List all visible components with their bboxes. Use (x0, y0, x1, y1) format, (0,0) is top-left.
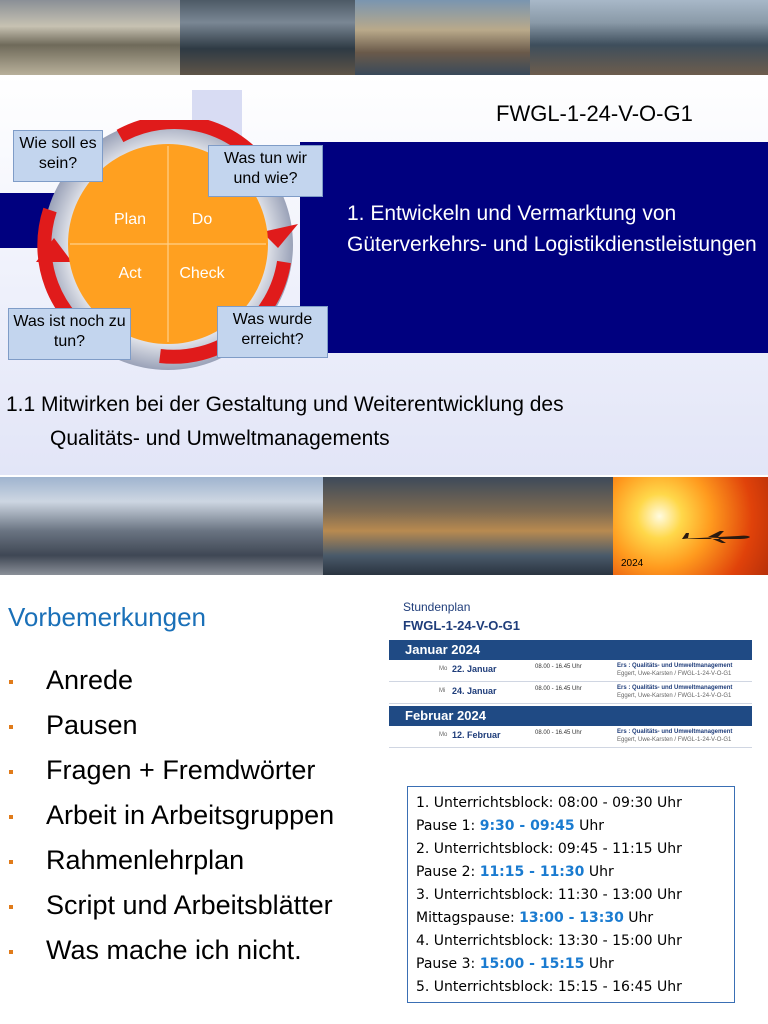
bubble-act-question: Was ist noch zu tun? (8, 308, 131, 360)
list-item: Script und Arbeitsblätter (8, 885, 334, 930)
machinery-photo (180, 0, 355, 75)
sunset-plane-photo (613, 477, 768, 575)
time-row: 1. Unterrichtsblock: 08:00 - 09:30 Uhr (416, 795, 682, 811)
time-row: 5. Unterrichtsblock: 15:15 - 16:45 Uhr (416, 979, 682, 995)
weekday: Mi (439, 688, 446, 694)
containers-photo (355, 0, 530, 75)
time: 08.00 - 16.45 Uhr (535, 686, 582, 692)
time-row: 4. Unterrichtsblock: 13:30 - 15:00 Uhr (416, 933, 682, 949)
time-row: Pause 2: 11:15 - 11:30 Uhr (416, 864, 614, 880)
bubble-plan-question: Wie soll es sein? (13, 130, 103, 182)
subtitle-line1: 1.1 Mitwirken bei der Gestaltung und Weiterentwicklung des (6, 393, 564, 416)
weekday: Mo (439, 732, 448, 738)
list-item: Was mache ich nicht. (8, 930, 334, 975)
top-photo-strip (0, 0, 768, 75)
schedule-label: Stundenplan (403, 600, 471, 614)
list-item: Arbeit in Arbeitsgruppen (8, 795, 334, 840)
table-row (389, 728, 752, 748)
teacher: Eggert, Uwe-Karsten / FWGL-1-24-V-O-G1 (617, 693, 732, 699)
subtitle-line2: Qualitäts- und Umweltmanagements (50, 427, 390, 450)
schedule-code: FWGL-1-24-V-O-G1 (403, 618, 521, 633)
date: 24. Januar (452, 686, 497, 696)
time: 08.00 - 16.45 Uhr (535, 664, 582, 670)
month-header: Februar 2024 (389, 706, 752, 726)
quadrant-plan: Plan (113, 211, 147, 228)
list-item: Rahmenlehrplan (8, 840, 334, 885)
bubble-do-question: Was tun wir und wie? (208, 145, 323, 197)
section-heading: Vorbemerkungen (8, 602, 207, 632)
schedule-panel (389, 600, 752, 750)
list-item: Anrede (8, 660, 334, 705)
table-row (389, 662, 752, 682)
harbor-photo (530, 0, 768, 75)
main-title: 1. Entwickeln und Vermarktung von Güterverkehrs- und Logistikdienstleistungen (347, 202, 757, 256)
time-row: 2. Unterrichtsblock: 09:45 - 11:15 Uhr (416, 841, 682, 857)
quadrant-act: Act (118, 265, 142, 282)
date: 22. Januar (452, 664, 497, 674)
quadrant-check: Check (179, 265, 225, 282)
middle-photo-strip (0, 477, 768, 575)
subtitle (6, 388, 746, 456)
transport-collage-photo (323, 477, 613, 575)
time-row: Mittagspause: 13:00 - 13:30 Uhr (416, 910, 654, 926)
time-row: 3. Unterrichtsblock: 11:30 - 13:00 Uhr (416, 887, 682, 903)
list-item: Fragen + Fremdwörter (8, 750, 334, 795)
warehouse-photo (0, 0, 180, 75)
course: Ers : Qualitäts- und Umweltmanagement (617, 663, 733, 669)
course-code: FWGL-1-24-V-O-G1 (496, 101, 693, 126)
time-row: Pause 1: 9:30 - 09:45 Uhr (416, 818, 604, 834)
bullet-list (8, 660, 334, 975)
teacher: Eggert, Uwe-Karsten / FWGL-1-24-V-O-G1 (617, 671, 732, 677)
month-header: Januar 2024 (389, 640, 752, 660)
course: Ers : Qualitäts- und Umweltmanagement (617, 685, 733, 691)
course: Ers : Qualitäts- und Umweltmanagement (617, 729, 733, 735)
photo-year: 2024 (621, 558, 644, 569)
teacher: Eggert, Uwe-Karsten / FWGL-1-24-V-O-G1 (617, 737, 732, 743)
quadrant-do: Do (191, 211, 213, 228)
plane-icon (680, 531, 750, 543)
date: 12. Februar (452, 730, 501, 740)
list-item: Pausen (8, 705, 334, 750)
time: 08.00 - 16.45 Uhr (535, 730, 582, 736)
weekday: Mo (439, 666, 448, 672)
daily-times-box (407, 786, 735, 1003)
time-row: Pause 3: 15:00 - 15:15 Uhr (416, 956, 614, 972)
port-train-photo (0, 477, 323, 575)
bubble-check-question: Was wurde erreicht? (217, 306, 328, 358)
table-row (389, 684, 752, 704)
